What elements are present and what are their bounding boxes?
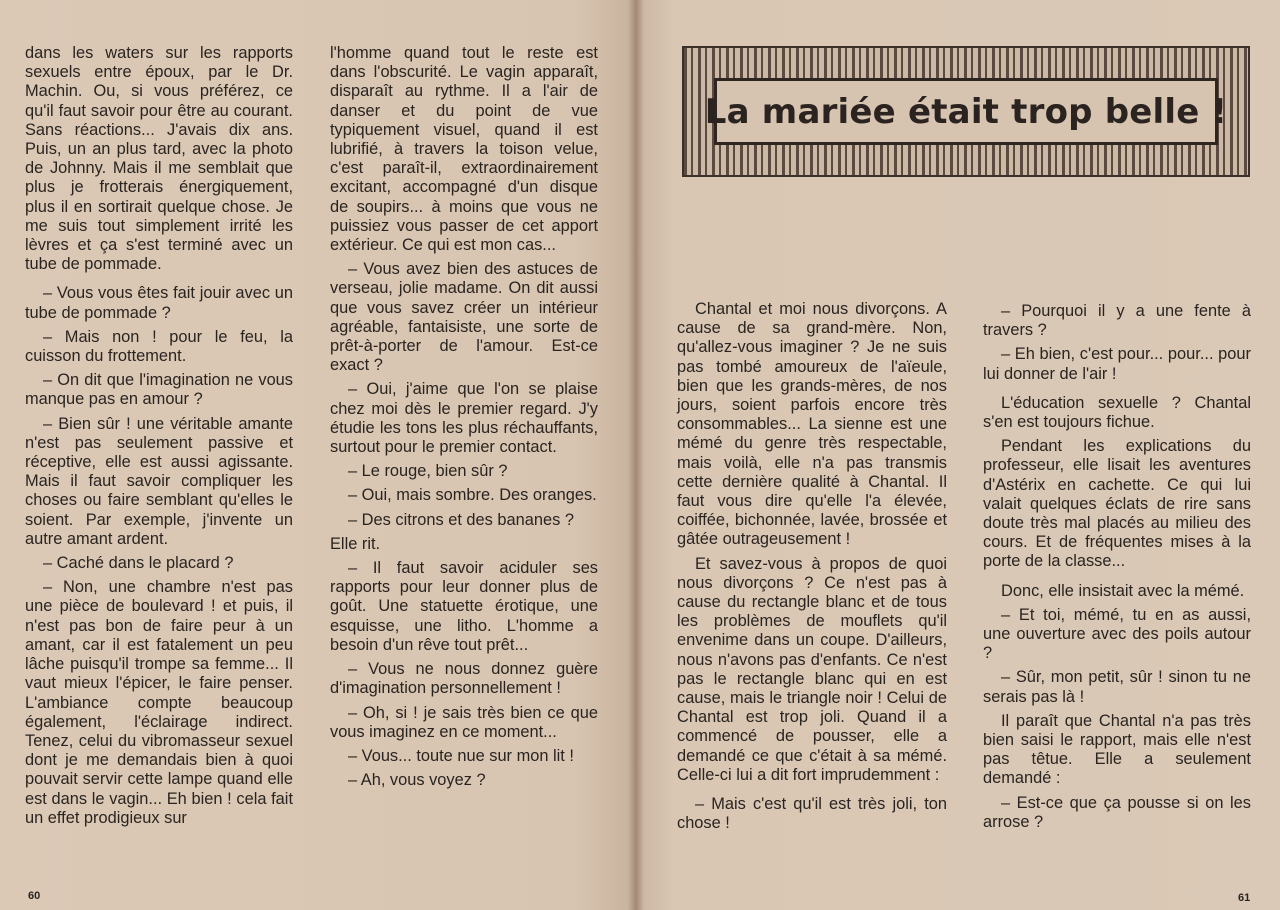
paragraph: dans les waters sur les rapports sexuels entre époux, par le Dr. Machin. Ou, si vous préférez, ce qu'il faut savoir pour être au courant. Sans réactions... J'avais dix ans. Puis, un an plus tard, avec la photo de Johnny. Mais il me semblait que plus je frotterais énergiquement, plus il en sortirait quelque chose. Je me suis tout simplement irrité les lèvres et ça s'est terminé avec un tube de pommade. [25, 44, 293, 274]
right-column-1 [677, 300, 947, 838]
paragraph: – Est-ce que ça pousse si on les arrose ? [983, 793, 1251, 831]
paragraph: – Et toi, mémé, tu en as aussi, une ouverture avec des poils autour ? [983, 605, 1251, 663]
page-number-right: 61 [1238, 892, 1251, 904]
title-box [704, 78, 1228, 145]
paragraph: – Vous... toute nue sur mon lit ! [348, 746, 574, 765]
title-banner [682, 46, 1250, 177]
paragraph: – Caché dans le placard ? [43, 554, 234, 573]
left-column-1 [25, 44, 293, 833]
paragraph: – Sûr, mon petit, sûr ! sinon tu ne serais pas là ! [983, 668, 1251, 706]
paragraph: Donc, elle insistait avec la mémé. [1001, 581, 1245, 600]
paragraph: L'éducation sexuelle ? Chantal s'en est toujours fichue. [983, 393, 1251, 432]
paragraph: – Mais non ! pour le feu, la cuisson du frottement. [25, 327, 293, 366]
paragraph: – Ah, vous voyez ? [348, 771, 486, 790]
paragraph: – Des citrons et des bananes ? [348, 510, 574, 529]
paragraph: – Il faut savoir aciduler ses rapports pour leur donner plus de goût. Une statuette érotique, une esquisse, une litho. L'homme a besoin d'un rêve tout prêt... [330, 559, 598, 654]
left-column-2 [330, 44, 598, 795]
paragraph: Il paraît que Chantal n'a pas très bien saisi le rapport, mais elle n'est pas têtue. Elle a seulement demandé : [983, 711, 1251, 788]
paragraph: – Oui, mais sombre. Des oranges. [348, 486, 597, 505]
paragraph: – Bien sûr ! une véritable amante n'est pas seulement passive et réceptive, elle est aussi agissante. Mais il faut savoir compliquer les choses ou faire semblant qu'elles le soient. Par exemple, j'invente un autre amant ardent. [25, 414, 293, 548]
paragraph: – Le rouge, bien sûr ? [348, 462, 508, 481]
paragraph: – Vous avez bien des astuces de verseau, jolie madame. On dit aussi que vous savez créer un intérieur agréable, fantaisiste, une sorte de prêt-à-porter de l'amour. Est-ce exact ? [330, 260, 598, 375]
paragraph: – Vous vous êtes fait jouir avec un tube de pommade ? [25, 284, 293, 322]
paragraph: – Non, une chambre n'est pas une pièce de boulevard ! et puis, il n'est pas bon de faire peur à un amant, car il est fatalement un peu lâche puisqu'il trompe sa femme... Il vaut mieux l'épicer, le faire penser. L'ambiance compte beaucoup également, l'éclairage indirect. Tenez, celui du vibromasseur sexuel dont je me demandais bien à quoi pouvait servir cette lampe quand elle est dans le vagin... Eh bien ! cela fait un effet prodigieux sur [25, 578, 293, 827]
paragraph: Chantal et moi nous divorçons. A cause de sa grand-mère. Non, qu'allez-vous imaginer ? Je ne suis pas tombé amoureux de l'aïeule, bien que les grands-mères, de nos jours, soient parfois encore très consommables... La sienne est une mémé du genre très respectable, mais voilà, elle n'a pas transmis cette dernière qualité à Chantal. Il faut vous dire qu'elle l'a élevée, coiffée, bichonnée, lavée, brossée et gâtée outrageusement ! [677, 300, 947, 549]
right-column-2 [983, 302, 1251, 837]
paragraph: – Eh bien, c'est pour... pour... pour lui donner de l'air ! [983, 345, 1251, 383]
paragraph: Pendant les explications du professeur, elle lisait les aventures d'Astérix en cachette. Ce qui lui valait quelques éclats de rire sans doute très mal placés au milieu des cours. Et de fréquentes mises à la porte de la classe... [983, 437, 1251, 571]
article-title: La mariée était trop belle ! [704, 91, 1228, 132]
book-gutter [628, 0, 644, 910]
paragraph: – Oh, si ! je sais très bien ce que vous imaginez en ce moment... [330, 703, 598, 741]
paragraph: – On dit que l'imagination ne vous manque pas en amour ? [25, 371, 293, 409]
paragraph: Et savez-vous à propos de quoi nous divorçons ? Ce n'est pas à cause du rectangle blanc et de tous les problèmes de mouflets qu'il envenime dans un coupe. D'ailleurs, nous n'avons pas d'enfants. Ce n'est pas le rectangle blanc qui en est cause, mais le triangle noir ! Celui de Chantal est trop joli. Quand il a commencé de pousser, elle a demandé ce que c'était à sa mémé. Celle-ci lui a dit fort imprudemment : [677, 554, 947, 784]
page-number-left: 60 [28, 890, 41, 902]
paragraph: l'homme quand tout le reste est dans l'obscurité. Le vagin apparaît, disparaît au rythme. Il a l'air de danser et du point de vue typiquement visuel, quand il est lubrifié, à travers la toison velue, c'est paraît-il, extraordinairement excitant, accompagné d'un disque de soupirs... à moins que vous ne puissiez vous passer de cet apport extérieur. Ce qui est mon cas... [330, 44, 598, 255]
paragraph: – Oui, j'aime que l'on se plaise chez moi dès le premier regard. J'y étudie les tons les plus réchauffants, surtout pour le premier contact. [330, 380, 598, 457]
paragraph: – Vous ne nous donnez guère d'imagination personnellement ! [330, 660, 598, 698]
paragraph: – Pourquoi il y a une fente à travers ? [983, 302, 1251, 340]
paragraph: – Mais c'est qu'il est très joli, ton chose ! [677, 795, 947, 833]
paragraph: Elle rit. [330, 534, 381, 553]
